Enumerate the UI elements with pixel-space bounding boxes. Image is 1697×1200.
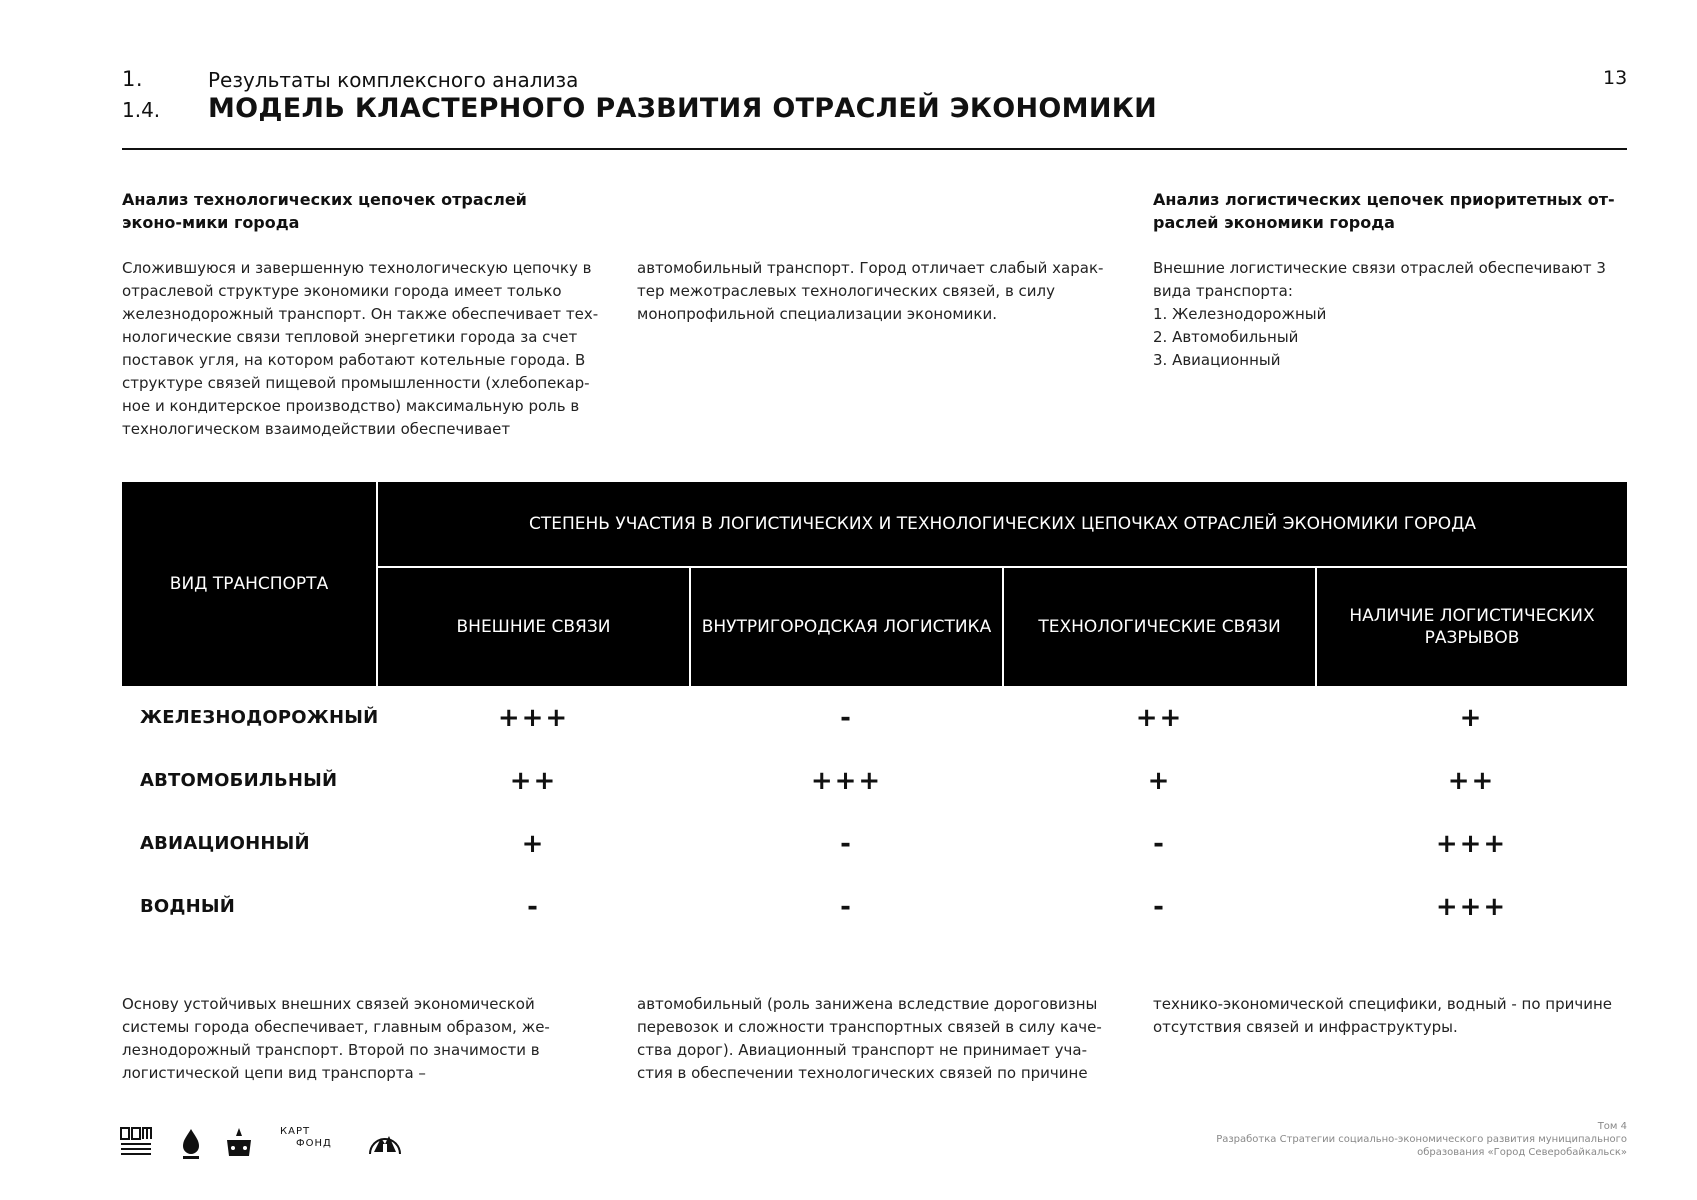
table-cell: ++ <box>1135 702 1184 733</box>
row-label: ВОДНЫЙ <box>140 896 236 917</box>
footer-note-volume: Том 4 <box>1597 1121 1627 1132</box>
section-title: Результаты комплексного анализа <box>208 68 579 92</box>
tech-chains-text-col1 <box>122 257 600 441</box>
conclusion-col2 <box>637 993 1115 1085</box>
row-label: АВИАЦИОННЫЙ <box>140 833 310 854</box>
page-number: 13 <box>1603 67 1628 89</box>
table-cell: ++ <box>1447 765 1496 796</box>
list-item: 1. Железнодорожный <box>1153 305 1327 323</box>
participation-degree-header: СТЕПЕНЬ УЧАСТИЯ В ЛОГИСТИЧЕСКИХ И ТЕХНОЛОГИЧЕСКИХ ЦЕПОЧКАХ ОТРАСЛЕЙ ЭКОНОМИКИ ГОРОДА <box>377 482 1627 567</box>
drop-emblem-icon <box>180 1126 202 1160</box>
tech-chains-heading: Анализ технологических цепочек отраслей эконо-мики города <box>122 190 527 232</box>
tech-chains-paragraph-2: автомобильный транспорт. Город отличает слабый харак-тер межотраслевых технологических связей, в силу монопрофильной специализации экономики. <box>637 259 1104 323</box>
list-item: 2. Автомобильный <box>1153 328 1299 346</box>
kart-fond-logo <box>280 1126 332 1150</box>
column-header-intracity-logistics: ВНУТРИГОРОДСКАЯ ЛОГИСТИКА <box>690 567 1003 686</box>
dom-logo-icon <box>120 1126 152 1158</box>
conclusion-paragraph-1: Основу устойчивых внешних связей экономической системы города обеспечивает, главным образом, же-лезнодорожный транспорт. Второй по значимости в логистической цепи вид транспорта – <box>122 995 550 1082</box>
table-cell: - <box>840 891 853 922</box>
table-cell: +++ <box>810 765 883 796</box>
conclusion-col1 <box>122 993 600 1085</box>
row-label: ЖЕЛЕЗНОДОРОЖНЫЙ <box>140 707 379 728</box>
conclusion-col3 <box>1153 993 1627 1039</box>
kart-fond-logo-line2: ФОНД <box>296 1138 332 1149</box>
tech-chains-paragraph-1: Сложившуюся и завершенную технологическую цепочку в отраслевой структуре экономики города имеет только железнодорожный транспорт. Он также обеспечивает тех-нологические связи тепловой энергетики города за счет поставок угля, на котором работают котельные города. В структуре связей пищевой промышленности (хлебопекар-ное и кондитерское производство) максимальную роль в технологическом взаимодействии обеспечивает <box>122 259 599 438</box>
table-cell: + <box>1459 702 1484 733</box>
table-cell: ++ <box>509 765 558 796</box>
table-cell: - <box>1153 891 1166 922</box>
table-cell: + <box>521 828 546 859</box>
table-cell: +++ <box>1435 891 1508 922</box>
column-header-technological-links: ТЕХНОЛОГИЧЕСКИЕ СВЯЗИ <box>1003 567 1316 686</box>
mountain-emblem-icon <box>368 1126 402 1158</box>
conclusion-paragraph-3: технико-экономической специфики, водный - по причине отсутствия связей и инфраструктуры. <box>1153 995 1613 1036</box>
table-cell: - <box>1153 828 1166 859</box>
table-row <box>122 875 1627 938</box>
conclusion-paragraph-2: автомобильный (роль занижена вследствие дороговизны перевозок и сложности транспортных связей в силу каче-ства дорог). Авиационный транспорт не принимает уча-стия в обеспечении технологических связей по причине <box>637 995 1102 1082</box>
tech-chains-text-col2 <box>637 257 1115 326</box>
column-header-external-links: ВНЕШНИЕ СВЯЗИ <box>377 567 690 686</box>
table-row <box>122 749 1627 812</box>
kart-fond-logo-line1: КАРТ <box>280 1126 311 1137</box>
transport-list <box>1153 303 1627 372</box>
footer-note-project: Разработка Стратегии социально-экономического развития муниципального <box>1216 1134 1627 1145</box>
chapter-number: 1.4. <box>122 98 161 122</box>
row-label: АВТОМОБИЛЬНЫЙ <box>140 770 338 791</box>
table-cell: +++ <box>1435 828 1508 859</box>
city-emblem-icon <box>224 1126 254 1158</box>
footer-note <box>1207 1120 1627 1159</box>
logistics-chains-paragraph: Внешние логистические связи отраслей обеспечивают 3 вида транспорта: <box>1153 259 1606 300</box>
table-row <box>122 686 1627 749</box>
logistics-chains-heading: Анализ логистических цепочек приоритетных от-раслей экономики города <box>1153 190 1615 232</box>
chapter-title: МОДЕЛЬ КЛАСТЕРНОГО РАЗВИТИЯ ОТРАСЛЕЙ ЭКОНОМИКИ <box>208 93 1157 124</box>
column-header-logistic-gaps: НАЛИЧИЕ ЛОГИСТИЧЕСКИХ РАЗРЫВОВ <box>1316 567 1627 686</box>
table-cell: - <box>840 702 853 733</box>
transport-participation-table <box>122 482 1627 938</box>
section-number: 1. <box>122 67 144 91</box>
transport-type-header: ВИД ТРАНСПОРТА <box>122 482 377 686</box>
logistics-chains-text <box>1153 257 1627 372</box>
table-row <box>122 812 1627 875</box>
table-cell: - <box>527 891 540 922</box>
table-cell: - <box>840 828 853 859</box>
header-divider <box>122 148 1627 150</box>
table-cell: + <box>1147 765 1172 796</box>
footer-note-municipality: образования «Город Северобайкальск» <box>1417 1147 1627 1158</box>
table-cell: +++ <box>497 702 570 733</box>
list-item: 3. Авиационный <box>1153 351 1281 369</box>
